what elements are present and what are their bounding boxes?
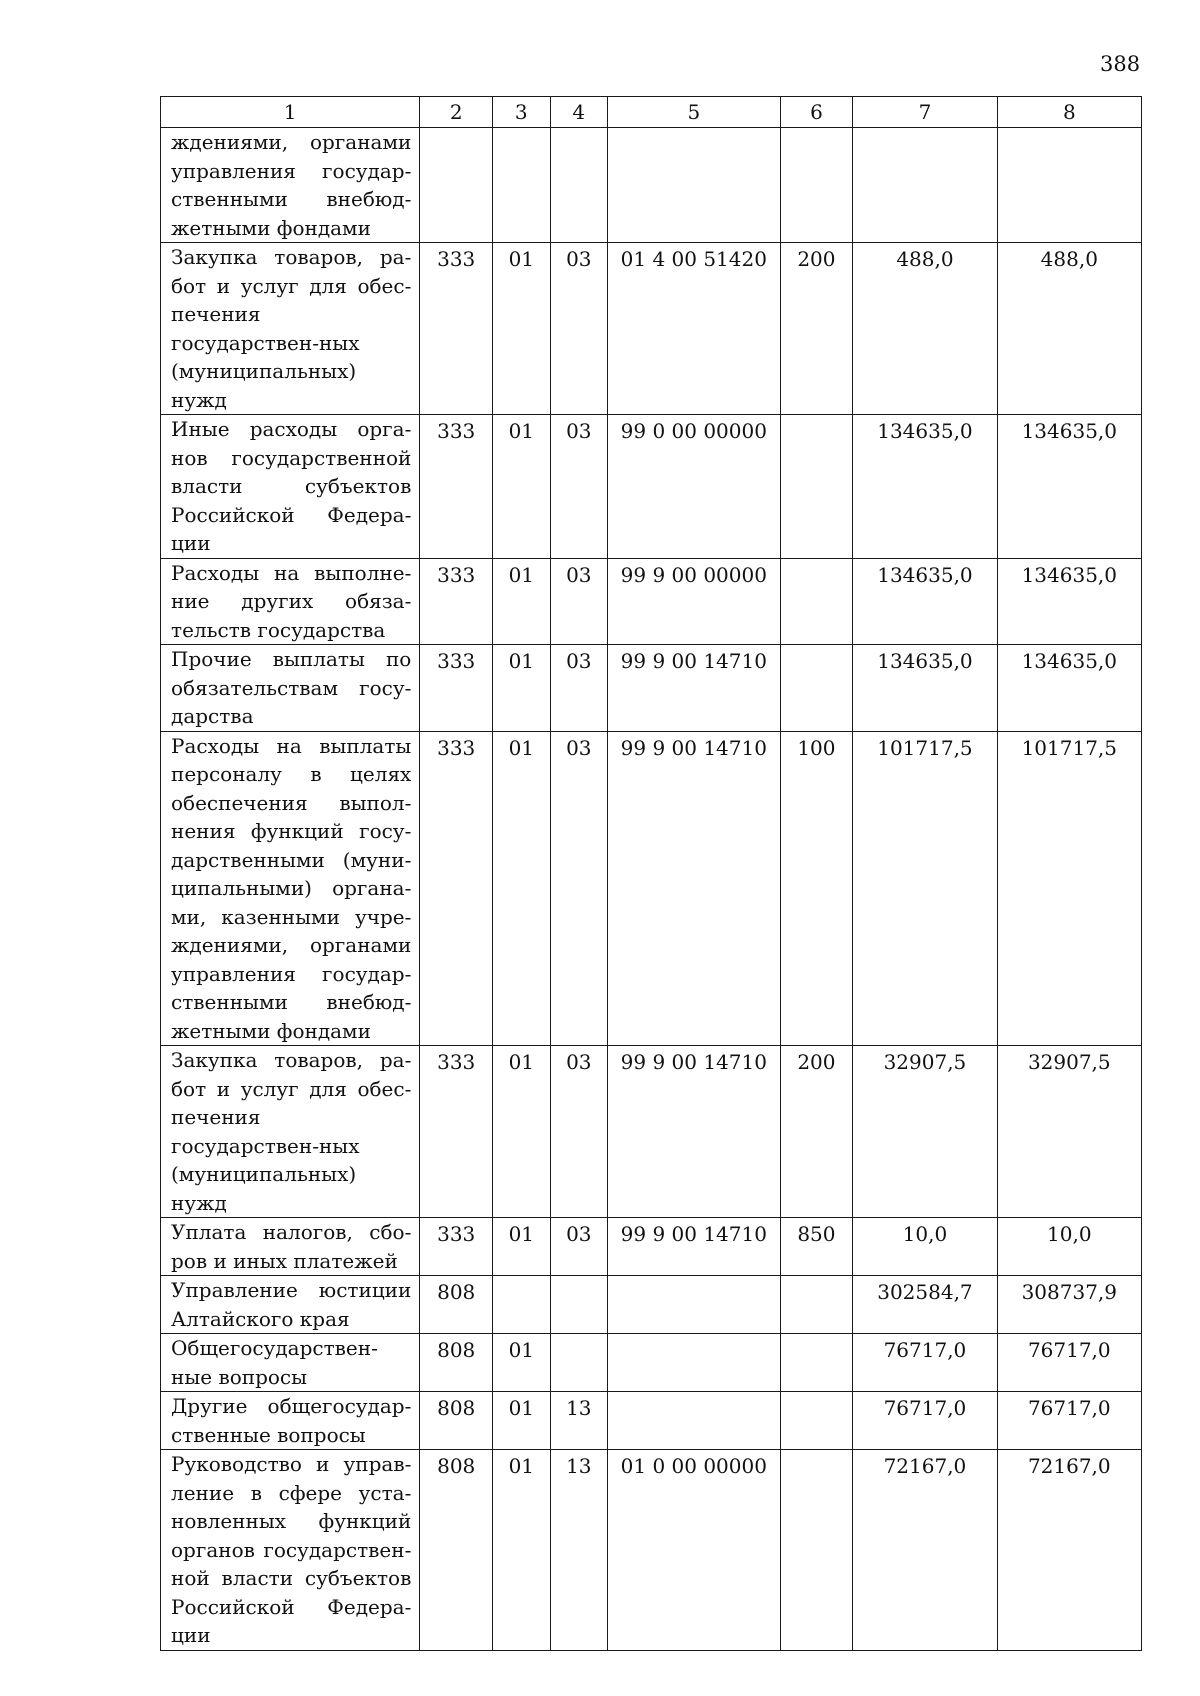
- section-cell: 01: [493, 645, 551, 732]
- table-body: [161, 128, 1142, 1651]
- section-cell: [493, 1276, 551, 1334]
- amount-year2-cell: 10,0: [997, 1218, 1141, 1276]
- amount-year1-cell: 134635,0: [853, 415, 997, 559]
- row-name-cell: Прочие выплаты по обязательствам госу-дарства: [161, 645, 420, 732]
- amount-year1-cell: 134635,0: [853, 558, 997, 645]
- code-cell: 333: [420, 731, 493, 1046]
- code-cell: 333: [420, 558, 493, 645]
- subsection-cell: [550, 1276, 608, 1334]
- section-cell: 01: [493, 243, 551, 415]
- row-name-cell: Закупка товаров, ра-бот и услуг для обес-печения государствен-ных (муниципальных) нужд: [161, 243, 420, 415]
- expense-type-cell: 100: [780, 731, 853, 1046]
- expense-type-cell: [780, 128, 853, 243]
- table-row: [161, 1218, 1142, 1276]
- subsection-cell: 03: [550, 645, 608, 732]
- amount-year1-cell: 10,0: [853, 1218, 997, 1276]
- row-name-cell: Расходы на выплаты персоналу в целях обеспечения выпол-нения функций госу-дарственными (муни-ципальными) органа-ми, казенными учре-ждениями, органами управления государ-ственными внебюд-жетными фондами: [161, 731, 420, 1046]
- amount-year2-cell: 101717,5: [997, 731, 1141, 1046]
- subsection-cell: 03: [550, 1046, 608, 1218]
- amount-year1-cell: 76717,0: [853, 1334, 997, 1392]
- code-cell: 808: [420, 1450, 493, 1651]
- section-cell: 01: [493, 1334, 551, 1392]
- subsection-cell: 03: [550, 243, 608, 415]
- amount-year2-cell: [997, 128, 1141, 243]
- code-cell: 333: [420, 1218, 493, 1276]
- amount-year1-cell: 302584,7: [853, 1276, 997, 1334]
- expense-type-cell: 850: [780, 1218, 853, 1276]
- amount-year2-cell: 134635,0: [997, 558, 1141, 645]
- page-number: 388: [1100, 52, 1141, 76]
- code-cell: [420, 128, 493, 243]
- expense-type-cell: [780, 1392, 853, 1450]
- section-cell: 01: [493, 1218, 551, 1276]
- expense-type-cell: [780, 1450, 853, 1651]
- amount-year2-cell: 308737,9: [997, 1276, 1141, 1334]
- row-name-cell: Иные расходы орга-нов государственной власти субъектов Российской Федера-ции: [161, 415, 420, 559]
- table-row: [161, 731, 1142, 1046]
- target-article-cell: 99 9 00 00000: [608, 558, 781, 645]
- target-article-cell: [608, 1276, 781, 1334]
- table-row: [161, 558, 1142, 645]
- expense-type-cell: 200: [780, 243, 853, 415]
- code-cell: 333: [420, 1046, 493, 1218]
- subsection-cell: 13: [550, 1392, 608, 1450]
- col-header-6: 6: [780, 97, 853, 128]
- row-name-cell: Закупка товаров, ра-бот и услуг для обес-печения государствен-ных (муниципальных) нужд: [161, 1046, 420, 1218]
- row-name-cell: Общегосударствен-ные вопросы: [161, 1334, 420, 1392]
- section-cell: 01: [493, 415, 551, 559]
- col-header-2: 2: [420, 97, 493, 128]
- expense-type-cell: 200: [780, 1046, 853, 1218]
- amount-year1-cell: 134635,0: [853, 645, 997, 732]
- col-header-3: 3: [493, 97, 551, 128]
- code-cell: 333: [420, 415, 493, 559]
- col-header-5: 5: [608, 97, 781, 128]
- section-cell: [493, 128, 551, 243]
- amount-year1-cell: 32907,5: [853, 1046, 997, 1218]
- col-header-1: 1: [161, 97, 420, 128]
- col-header-4: 4: [550, 97, 608, 128]
- row-name-cell: Другие общегосудар-ственные вопросы: [161, 1392, 420, 1450]
- code-cell: 808: [420, 1276, 493, 1334]
- target-article-cell: [608, 1392, 781, 1450]
- amount-year1-cell: 488,0: [853, 243, 997, 415]
- amount-year2-cell: 76717,0: [997, 1392, 1141, 1450]
- expense-type-cell: [780, 1334, 853, 1392]
- budget-table: [160, 96, 1142, 1651]
- col-header-7: 7: [853, 97, 997, 128]
- table-row: [161, 1450, 1142, 1651]
- table-row: [161, 1334, 1142, 1392]
- amount-year1-cell: [853, 128, 997, 243]
- row-name-cell: Уплата налогов, сбо-ров и иных платежей: [161, 1218, 420, 1276]
- target-article-cell: 01 4 00 51420: [608, 243, 781, 415]
- target-article-cell: 99 9 00 14710: [608, 645, 781, 732]
- amount-year2-cell: 72167,0: [997, 1450, 1141, 1651]
- code-cell: 333: [420, 243, 493, 415]
- table-row: [161, 1392, 1142, 1450]
- subsection-cell: 03: [550, 731, 608, 1046]
- row-name-cell: Управление юстиции Алтайского края: [161, 1276, 420, 1334]
- amount-year2-cell: 76717,0: [997, 1334, 1141, 1392]
- expense-type-cell: [780, 1276, 853, 1334]
- row-name-cell: ждениями, органами управления государ-ственными внебюд-жетными фондами: [161, 128, 420, 243]
- subsection-cell: 03: [550, 415, 608, 559]
- target-article-cell: 01 0 00 00000: [608, 1450, 781, 1651]
- col-header-8: 8: [997, 97, 1141, 128]
- table-row: [161, 1276, 1142, 1334]
- target-article-cell: [608, 1334, 781, 1392]
- subsection-cell: [550, 1334, 608, 1392]
- header-row: [161, 97, 1142, 128]
- amount-year2-cell: 488,0: [997, 243, 1141, 415]
- target-article-cell: 99 9 00 14710: [608, 1218, 781, 1276]
- amount-year1-cell: 76717,0: [853, 1392, 997, 1450]
- code-cell: 808: [420, 1392, 493, 1450]
- subsection-cell: 13: [550, 1450, 608, 1651]
- amount-year2-cell: 134635,0: [997, 415, 1141, 559]
- expense-type-cell: [780, 645, 853, 732]
- subsection-cell: 03: [550, 558, 608, 645]
- table-row: [161, 645, 1142, 732]
- table-row: [161, 243, 1142, 415]
- row-name-cell: Руководство и управ-ление в сфере уста-новленных функций органов государствен-ной власти субъектов Российской Федера-ции: [161, 1450, 420, 1651]
- amount-year2-cell: 32907,5: [997, 1046, 1141, 1218]
- section-cell: 01: [493, 1450, 551, 1651]
- amount-year1-cell: 101717,5: [853, 731, 997, 1046]
- table-row: [161, 1046, 1142, 1218]
- subsection-cell: 03: [550, 1218, 608, 1276]
- subsection-cell: [550, 128, 608, 243]
- amount-year2-cell: 134635,0: [997, 645, 1141, 732]
- target-article-cell: [608, 128, 781, 243]
- section-cell: 01: [493, 558, 551, 645]
- target-article-cell: 99 9 00 14710: [608, 1046, 781, 1218]
- expense-type-cell: [780, 415, 853, 559]
- code-cell: 808: [420, 1334, 493, 1392]
- table-row: [161, 415, 1142, 559]
- amount-year1-cell: 72167,0: [853, 1450, 997, 1651]
- section-cell: 01: [493, 731, 551, 1046]
- row-name-cell: Расходы на выполне-ние других обяза-тельств государства: [161, 558, 420, 645]
- code-cell: 333: [420, 645, 493, 732]
- table-row: [161, 128, 1142, 243]
- section-cell: 01: [493, 1046, 551, 1218]
- expense-type-cell: [780, 558, 853, 645]
- target-article-cell: 99 0 00 00000: [608, 415, 781, 559]
- target-article-cell: 99 9 00 14710: [608, 731, 781, 1046]
- section-cell: 01: [493, 1392, 551, 1450]
